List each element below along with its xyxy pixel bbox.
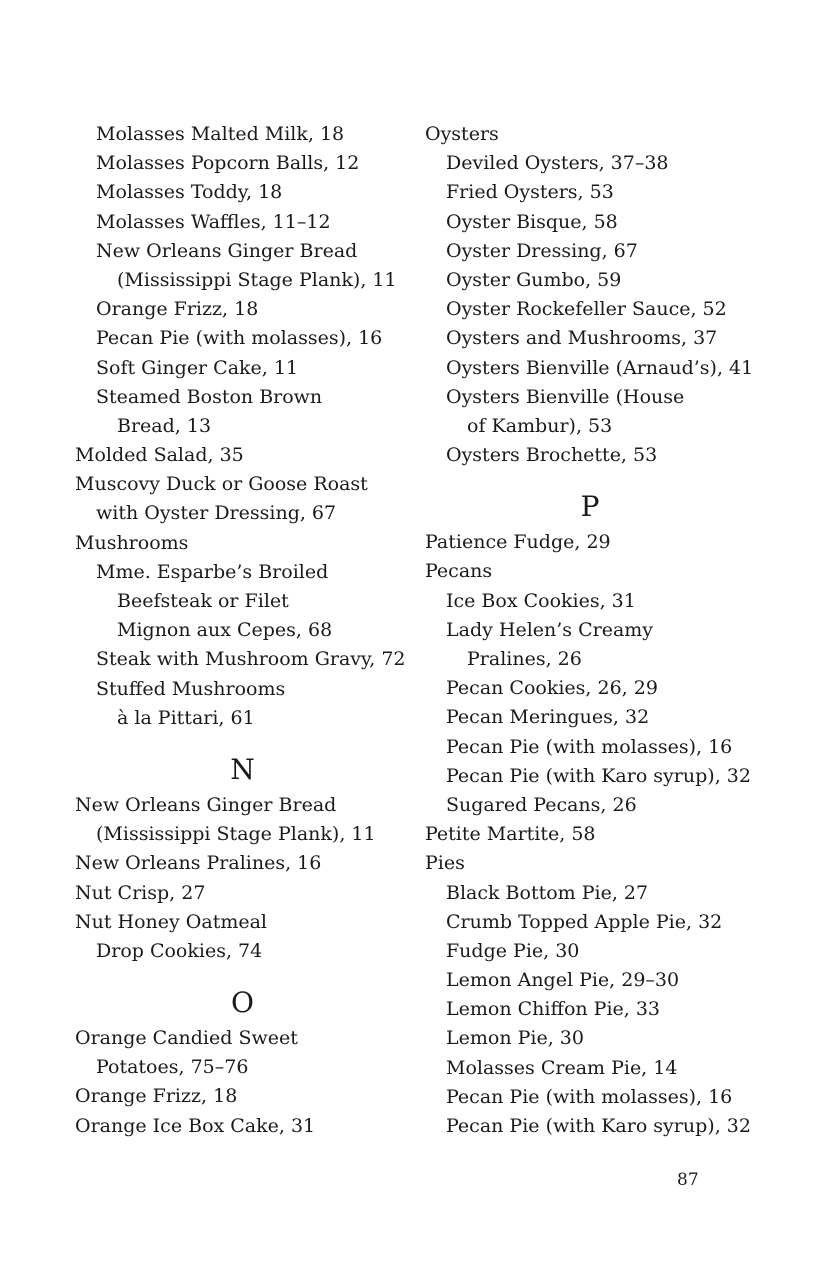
index-entry: Lemon Pie, 30	[446, 1027, 584, 1050]
index-section-letter: N	[230, 752, 255, 786]
index-entry: Lemon Chiffon Pie, 33	[446, 998, 661, 1021]
index-entry: Ice Box Cookies, 31	[446, 589, 636, 612]
index-entry: Orange Frizz, 18	[96, 298, 259, 321]
index-entry: Deviled Oysters, 37–38	[446, 152, 669, 175]
index-entry: Stuffed Mushrooms	[96, 677, 286, 700]
page-number: 87	[677, 1170, 699, 1190]
index-entry: Molasses Waffles, 11–12	[96, 210, 331, 233]
index-entry: Pecan Pie (with Karo syrup), 32	[446, 764, 751, 787]
index-section-letter: O	[231, 986, 254, 1020]
index-entry: Pecans	[425, 560, 493, 583]
index-entry: Soft Ginger Cake, 11	[96, 356, 299, 379]
index-entry: Molasses Popcorn Balls, 12	[96, 152, 360, 175]
index-entry: Fudge Pie, 30	[446, 939, 580, 962]
index-entry: Muscovy Duck or Goose Roast	[75, 473, 368, 496]
index-entry: Oysters	[425, 123, 499, 145]
index-entry: Petite Martite, 58	[425, 823, 596, 846]
index-section-letter: P	[580, 490, 600, 524]
index-entry: Pies	[425, 852, 465, 875]
index-entry: Beefsteak or Filet	[117, 590, 289, 612]
index-entry: Mignon aux Cepes, 68	[117, 619, 333, 642]
index-entry: Oyster Rockefeller Sauce, 52	[446, 298, 727, 321]
index-entry: Black Bottom Pie, 27	[446, 881, 649, 904]
index-entry: Orange Ice Box Cake, 31	[75, 1114, 316, 1137]
index-entry: à la Pittari, 61	[117, 706, 255, 729]
index-entry: Crumb Topped Apple Pie, 32	[446, 910, 723, 933]
index-entry: Sugared Pecans, 26	[446, 793, 637, 816]
index-column-left	[75, 120, 410, 1141]
index-entry: Pecan Pie (with molasses), 16	[446, 735, 733, 758]
index-entry: Oyster Dressing, 67	[446, 239, 638, 262]
index-entry: Pecan Pie (with Karo syrup), 32	[446, 1115, 751, 1137]
index-entry: Molasses Cream Pie, 14	[446, 1056, 678, 1079]
index-column-right	[425, 120, 755, 1141]
index-entry: Lady Helen’s Creamy	[446, 618, 654, 641]
index-entry: Oysters Brochette, 53	[446, 444, 658, 467]
index-entry: Drop Cookies, 74	[96, 939, 263, 962]
index-entry: Steamed Boston Brown	[96, 385, 323, 408]
index-entry: Steak with Mushroom Gravy, 72	[96, 648, 406, 671]
index-entry: Molasses Malted Milk, 18	[96, 123, 345, 145]
index-entry: Patience Fudge, 29	[425, 531, 611, 554]
index-entry: Mushrooms	[75, 531, 189, 554]
index-entry: with Oyster Dressing, 67	[96, 502, 337, 525]
index-entry: Nut Honey Oatmeal	[75, 910, 268, 933]
index-entry: of Kambur), 53	[467, 414, 613, 437]
index-entry: Molasses Toddy, 18	[96, 181, 283, 204]
index-entry: Oysters and Mushrooms, 37	[446, 327, 718, 350]
index-entry: New Orleans Pralines, 16	[75, 852, 322, 875]
index-entry: Mme. Esparbe’s Broiled	[96, 560, 329, 583]
index-entry: Oysters Bienville (House	[446, 385, 685, 408]
index-entry: Lemon Angel Pie, 29–30	[446, 969, 680, 992]
index-entry: Nut Crisp, 27	[75, 881, 206, 904]
index-entry: New Orleans Ginger Bread	[75, 793, 337, 816]
index-entry: Pecan Pie (with molasses), 16	[446, 1085, 733, 1108]
index-entry: Bread, 13	[117, 414, 212, 437]
index-entry: Pecan Cookies, 26, 29	[446, 677, 658, 700]
index-entry: Orange Candied Sweet	[75, 1027, 298, 1050]
index-entry: Potatoes, 75–76	[96, 1056, 249, 1079]
index-entry: Pecan Meringues, 32	[446, 706, 650, 729]
index-entry: Oyster Gumbo, 59	[446, 268, 622, 291]
index-entry: Orange Frizz, 18	[75, 1085, 238, 1108]
index-entry: Oyster Bisque, 58	[446, 210, 618, 233]
index-entry: (Mississippi Stage Plank), 11	[117, 268, 397, 291]
index-entry: Fried Oysters, 53	[446, 181, 614, 204]
index-entry: New Orleans Ginger Bread	[96, 239, 358, 262]
index-entry: Oysters Bienville (Arnaud’s), 41	[446, 356, 754, 379]
index-entry: (Mississippi Stage Plank), 11	[96, 823, 376, 846]
index-entry: Molded Salad, 35	[75, 444, 244, 467]
index-entry: Pralines, 26	[467, 648, 582, 670]
index-entry: Pecan Pie (with molasses), 16	[96, 327, 383, 350]
